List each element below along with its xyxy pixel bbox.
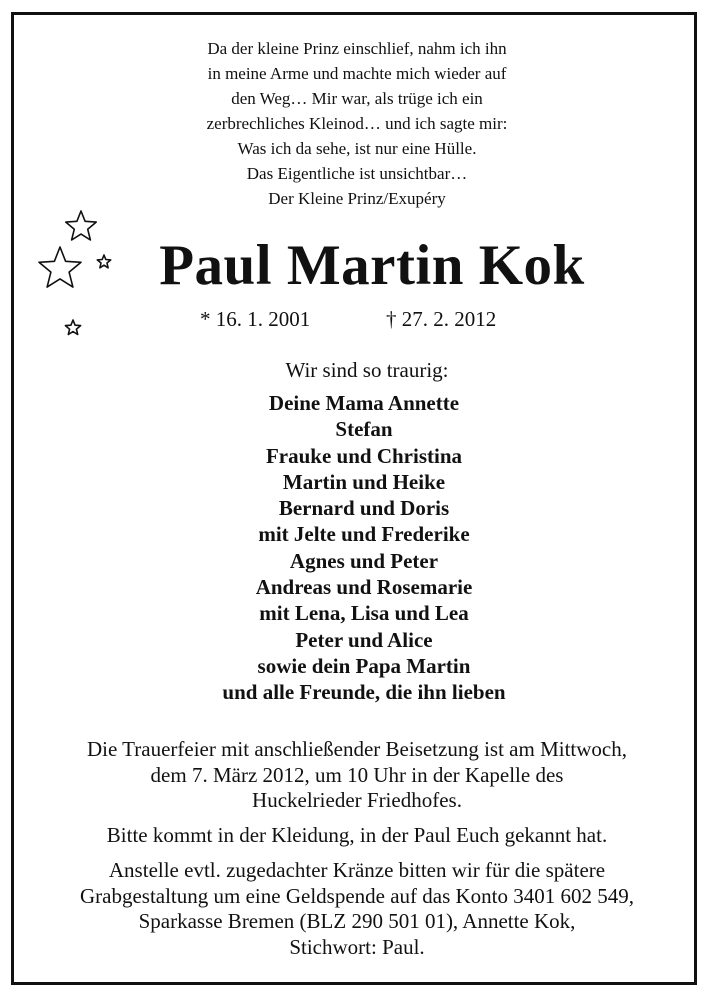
mourner-line: Peter und Alice [295,627,433,652]
mourner-line: und alle Freunde, die ihn lieben [222,680,506,705]
quote-line: Was ich da sehe, ist nur eine Hülle. [237,139,477,158]
dress-note [0,823,714,849]
mourner-line: Deine Mama Annette [268,391,460,415]
dress-note-line: Bitte kommt in der Kleidung, in der Paul Euch gekannt hat. [106,823,608,847]
funeral-line: dem 7. März 2012, um 10 Uhr in der Kapelle des [150,762,564,787]
death-date: † 27. 2. 2012 [386,307,497,331]
funeral-line: Huckelrieder Friedhofes. [252,788,462,812]
mourner-line: mit Lena, Lisa und Lea [259,601,469,626]
mourners-intro: Wir sind so traurig: [285,358,449,382]
quote-block [0,36,714,211]
funeral-info [0,737,714,814]
mourner-line: Martin und Heike [282,469,446,494]
donation-line: Sparkasse Bremen (BLZ 290 501 01), Annette Kok, [138,909,576,933]
quote-line: Das Eigentliche ist unsichtbar… [246,164,468,183]
funeral-line: Die Trauerfeier mit anschließender Beisetzung ist am Mittwoch, [86,737,628,761]
mourner-line: mit Jelte und Frederike [258,522,470,547]
donation-line: Grabgestaltung um eine Geldspende auf das Konto 3401 602 549, [79,883,635,908]
quote-line: Da der kleine Prinz einschlief, nahm ich ihn [207,39,507,58]
quote-line: in meine Arme und machte mich wieder auf [207,64,507,83]
mourner-line: Frauke und Christina [265,443,463,468]
birth-date: * 16. 1. 2001 [200,307,311,331]
mourner-line: sowie dein Papa Martin [257,653,471,678]
mourner-line: Agnes und Peter [289,548,439,573]
donation-line: Stichwort: Paul. [289,934,425,959]
mourners-list [0,390,714,706]
quote-attribution: Der Kleine Prinz/Exupéry [268,189,446,208]
deceased-name: Paul Martin Kok [159,234,585,297]
quote-line: den Weg… Mir war, als trüge ich ein [231,89,483,108]
mourner-line: Andreas und Rosemarie [255,575,473,600]
mourner-line: Stefan [335,417,393,442]
quote-line: zerbrechliches Kleinod… und ich sagte mir: [206,114,508,133]
donation-line: Anstelle evtl. zugedachter Kränze bitten wir für die spätere [108,858,606,882]
donation-info [0,858,714,960]
star-icon [65,320,80,335]
mourner-line: Bernard und Doris [278,496,450,521]
